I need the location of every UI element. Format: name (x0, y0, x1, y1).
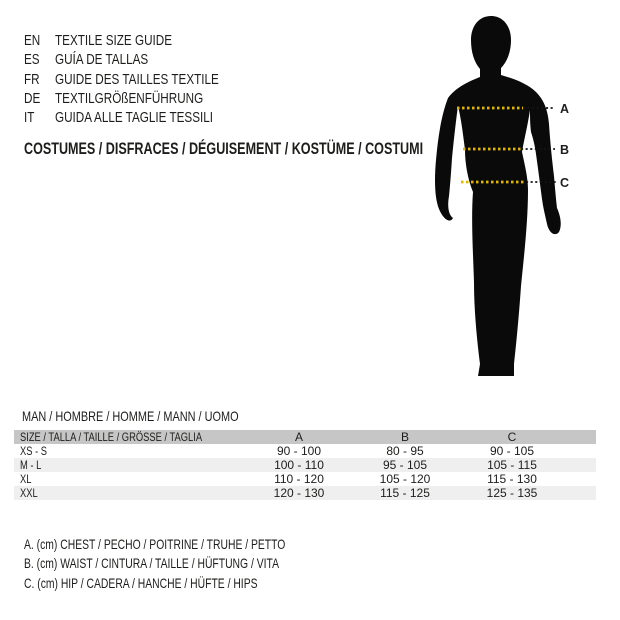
note-waist: B. (cm) WAIST / CINTURA / TAILLE / HÜFTUNG / VITA (24, 555, 279, 572)
size-cell: XS - S (20, 444, 48, 458)
chest-range-cell: 110 - 120 (274, 472, 324, 486)
table-row (14, 472, 596, 486)
language-code: IT (24, 109, 35, 127)
column-header-b: B (400, 430, 409, 444)
size-table (14, 430, 596, 500)
language-code: EN (24, 32, 41, 49)
waist-range-cell: 80 - 95 (386, 444, 424, 458)
chest-range-cell: 120 - 130 (273, 486, 325, 500)
language-title: GUIDA ALLE TAGLIE TESSILI (55, 109, 214, 127)
table-row (14, 444, 596, 458)
table-row (14, 458, 596, 472)
chest-range-cell: 90 - 100 (276, 444, 322, 458)
size-cell: XL (20, 472, 32, 486)
waist-range-cell: 115 - 125 (380, 486, 430, 500)
language-row-it (24, 108, 265, 127)
table-row (14, 486, 596, 500)
waist-label: B (560, 143, 570, 157)
hip-range-cell: 90 - 105 (489, 444, 535, 458)
chest-label: A (560, 102, 570, 116)
man-silhouette-figure (420, 10, 580, 390)
language-row-de (24, 89, 265, 108)
note-chest: A. (cm) CHEST / PECHO / POITRINE / TRUHE / PETTO (24, 536, 286, 552)
column-header-a: A (294, 430, 303, 444)
language-row-en (24, 31, 265, 50)
column-header-c: C (507, 430, 517, 444)
hip-range-cell: 125 - 135 (486, 486, 538, 500)
note-hip: C. (cm) HIP / CADERA / HANCHE / HÜFTE / HIPS (24, 574, 258, 591)
language-title: TEXTILE SIZE GUIDE (55, 32, 173, 49)
language-code: DE (24, 89, 41, 107)
size-table-header-row (14, 430, 596, 444)
waist-range-cell: 95 - 105 (382, 458, 428, 472)
language-title: GUIDE DES TAILLES TEXTILE (55, 70, 219, 88)
column-header-size: SIZE / TALLA / TAILLE / GRÖSSE / TAGLIA (20, 430, 203, 444)
man-silhouette (435, 16, 561, 376)
language-title: GUÍA DE TALLAS (55, 51, 149, 69)
waist-range-cell: 105 - 120 (379, 472, 431, 486)
language-legend (24, 31, 265, 127)
hip-range-cell: 105 - 115 (487, 458, 537, 472)
measurement-notes (24, 535, 377, 593)
language-code: ES (24, 51, 40, 69)
category-title: COSTUMES / DISFRACES / DÉGUISEMENT / KOSTÜME / COSTUMI (24, 139, 424, 158)
language-row-fr (24, 70, 265, 89)
section-title-man: MAN / HOMBRE / HOMME / MANN / UOMO (22, 408, 239, 424)
chest-range-cell: 100 - 110 (274, 458, 324, 472)
language-row-es (24, 50, 265, 69)
hip-range-cell: 115 - 130 (487, 472, 537, 486)
size-cell: M - L (20, 458, 42, 472)
size-cell: XXL (20, 486, 38, 500)
language-code: FR (24, 70, 40, 88)
language-title: TEXTILGRÖßENFÜHRUNG (55, 89, 204, 107)
hip-label: C (560, 176, 570, 190)
